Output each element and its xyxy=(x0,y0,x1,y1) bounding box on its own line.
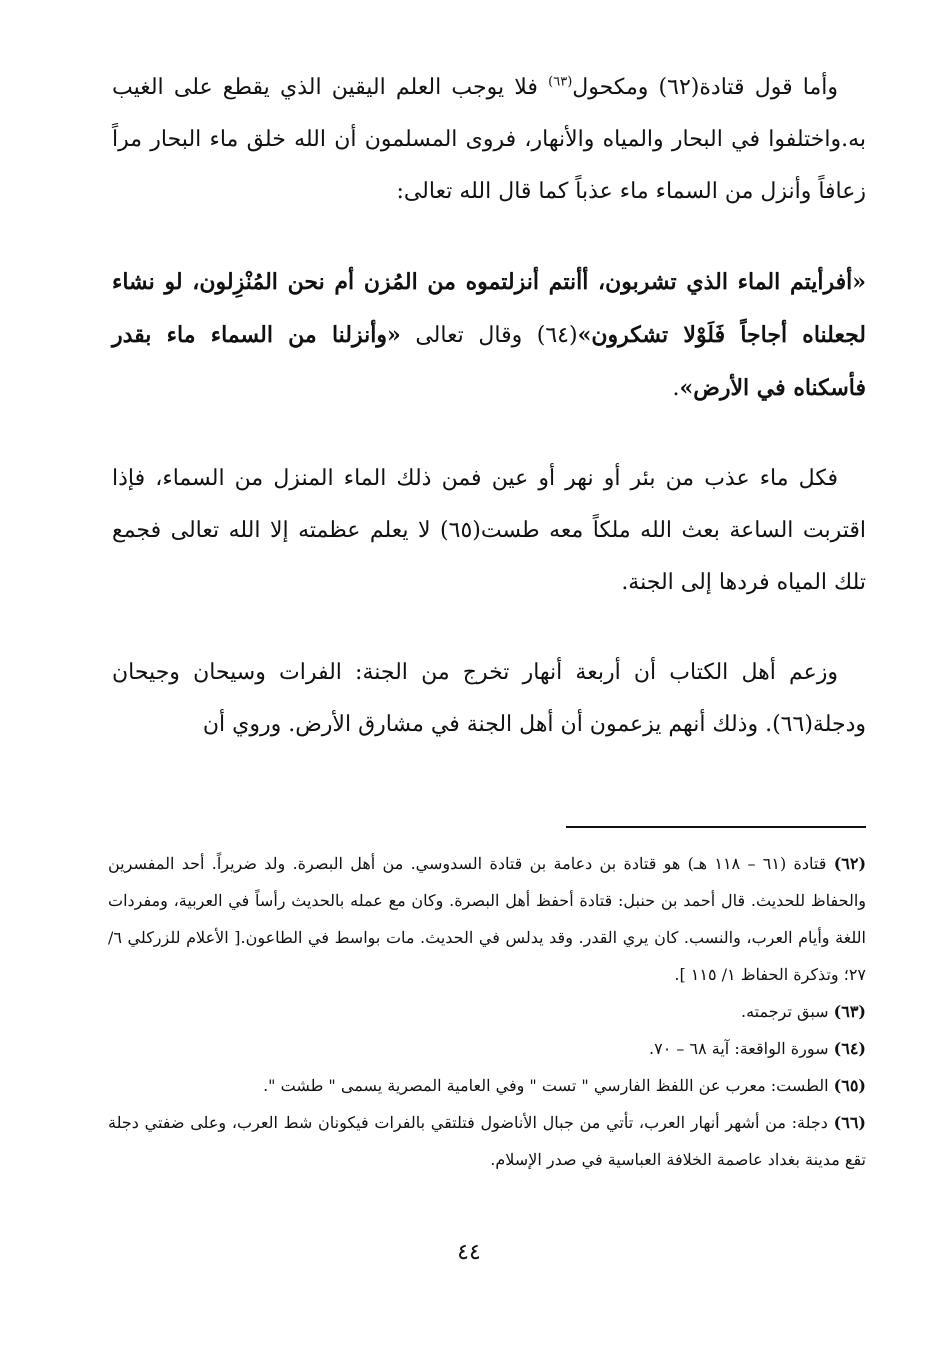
footnotes xyxy=(108,845,866,1178)
footnote-text: دجلة: من أشهر أنهار العرب، تأتي من جبال الأناضول فتلتقي بالفرات فيكونان شط العرب، وعلى ضفتي دجلة تقع مدينة بغداد عاصمة الخلافة العباسية في صدر الإسلام. xyxy=(108,1113,866,1169)
footnote-text: الطست: معرب عن اللفظ الفارسي " تست " وفي العامية المصرية يسمى " طشت ". xyxy=(263,1076,829,1095)
footnote-text: سبق ترجمته. xyxy=(740,1002,829,1021)
page-number: ٤٤ xyxy=(457,1240,481,1265)
paragraph-2 xyxy=(112,256,866,415)
footnote-64 xyxy=(108,1030,866,1067)
footnote-number: (٦٦) xyxy=(833,1113,866,1132)
quran-verse-2: «وأنزلنا من السماء ماء بقدر فأسكناه في الأرض» xyxy=(112,322,866,401)
footnote-63 xyxy=(108,993,866,1030)
footnote-number: (٦٥) xyxy=(833,1076,866,1095)
footnote-65 xyxy=(108,1067,866,1104)
footnote-text: قتادة (٦١ – ١١٨ هـ) هو قتادة بن دعامة بن قتادة السدوسي. من أهل البصرة. ولد ضريراً. أحد المفسرين والحفاظ للحديث. قال أحمد بن حنبل: قتادة أحفظ أهل البصرة. وكان مع عمله بالحديث رأساً في العربية، ومفردات اللغة وأيام العرب، والنسب. كان يري القدر. وقد يدلس في الحديث. مات بواسط في الطاعون.[ الأعلام للزركلي ٦/ ٢٧؛ وتذكرة الحفاظ ١/ ١١٥ ]. xyxy=(108,854,866,984)
footnote-number: (٦٢) xyxy=(833,854,867,873)
paragraph-3 xyxy=(112,453,866,609)
paragraph-4-text: وزعم أهل الكتاب أن أربعة أنهار تخرج من الجنة: الفرات وسيحان وجيحان ودجلة(٦٦). وذلك أنهم يزعمون أن أهل الجنة في مشارق الأرض. وروي أن xyxy=(112,660,866,737)
footnote-divider xyxy=(566,826,866,828)
footnote-text: سورة الواقعة: آية ٦٨ – ٧٠. xyxy=(649,1039,829,1058)
footnote-number: (٦٤) xyxy=(833,1039,866,1058)
paragraph-3-text: فكل ماء عذب من بئر أو نهر أو عين فمن ذلك الماء المنزل من السماء، فإذا اقتربت الساعة بعث الله ملكاً معه طست(٦٥) لا يعلم عظمته إلا الله تعالى فجمع تلك المياه فردها إلى الجنة. xyxy=(112,466,867,595)
paragraph-2-mid: (٦٤) وقال تعالى xyxy=(400,323,578,348)
footnote-66 xyxy=(108,1104,866,1178)
main-text xyxy=(112,62,866,789)
paragraph-2-end: . xyxy=(672,376,680,401)
paragraph-1-post: فلا يوجب العلم اليقين الذي يقطع على الغيب به.واختلفوا في البحار والمياه والأنهار، فروى المسلمون أن الله خلق ماء البحار مراً زعافاً وأنزل من السماء ماء عذباً كما قال الله تعالى: xyxy=(112,75,866,204)
footnote-number: (٦٣) xyxy=(833,1002,866,1021)
paragraph-1-pre: وأما قول قتادة(٦٢) ومكحول xyxy=(572,75,839,100)
quran-verse-1: «أفرأيتم الماء الذي تشربون، أأنتم أنزلتموه من المُزن أم نحن المُنْزِلون، لو نشاء لجعلناه أجاجاً فَلَوْلا تشكرون» xyxy=(112,269,866,348)
footnote-ref-63: (٦٣) xyxy=(548,74,573,90)
paragraph-1 xyxy=(112,62,866,218)
footnote-62 xyxy=(108,845,866,993)
paragraph-4 xyxy=(112,647,866,751)
